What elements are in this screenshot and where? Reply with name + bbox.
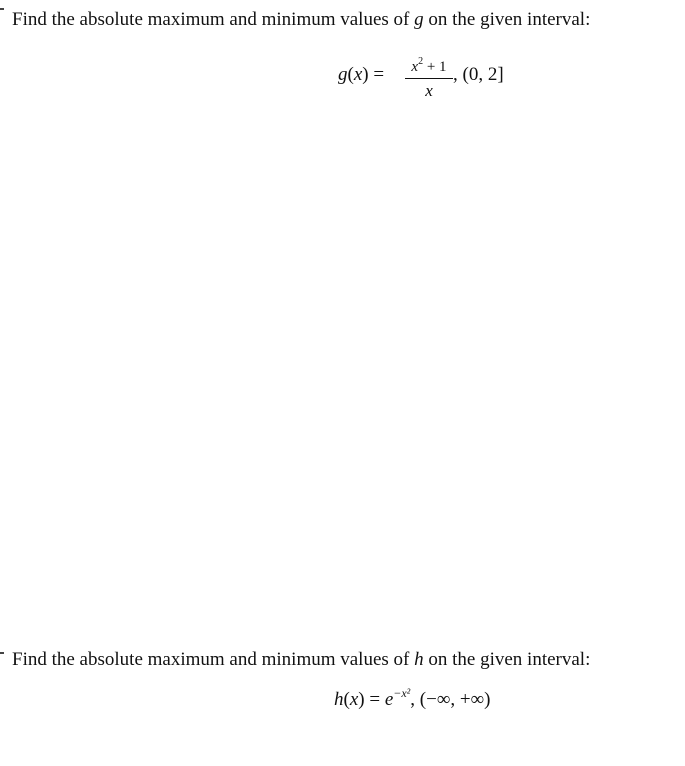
problem-g — [0, 0, 685, 100]
prompt-text-before: Find the absolute maximum and minimum values of — [12, 9, 415, 30]
fraction-denominator: x — [425, 81, 433, 100]
formula-g-lhs: g(x) = — [338, 64, 385, 85]
problem-marker — [0, 8, 4, 10]
lhs-variable: x — [353, 64, 363, 85]
problem-g-prompt — [12, 9, 590, 31]
fraction-bar — [405, 78, 453, 79]
formula-h-interval: , (−∞, +∞) — [410, 689, 491, 710]
prompt-text-after: on the given interval: — [423, 9, 591, 30]
problem-g-prompt-row — [0, 0, 685, 40]
numerator-rest: + 1 — [423, 59, 447, 75]
problem-marker — [0, 652, 4, 654]
fraction — [405, 52, 453, 102]
numerator-base: x — [411, 59, 419, 75]
lhs-function-name: g — [338, 64, 348, 85]
prompt-text-after: on the given interval: — [423, 649, 591, 670]
exponent: −x² — [393, 686, 411, 700]
lhs-function-name: h — [334, 689, 344, 710]
problem-h-prompt-row — [0, 638, 685, 678]
problem-h-prompt — [12, 649, 590, 671]
formula-g-interval: , (0, 2] — [453, 64, 504, 85]
fraction-numerator — [405, 52, 453, 77]
numerator-power: 2 — [418, 56, 424, 67]
formula-h: $h(x) = e^{-x^2}$, (−∞, +∞) — [334, 686, 491, 710]
function-letter: g — [414, 9, 424, 30]
function-letter: h — [414, 649, 424, 670]
exponential-base: e — [384, 689, 394, 710]
prompt-text-before: Find the absolute maximum and minimum values of — [12, 649, 415, 670]
lhs-variable: x — [349, 689, 359, 710]
problem-h — [0, 638, 685, 710]
